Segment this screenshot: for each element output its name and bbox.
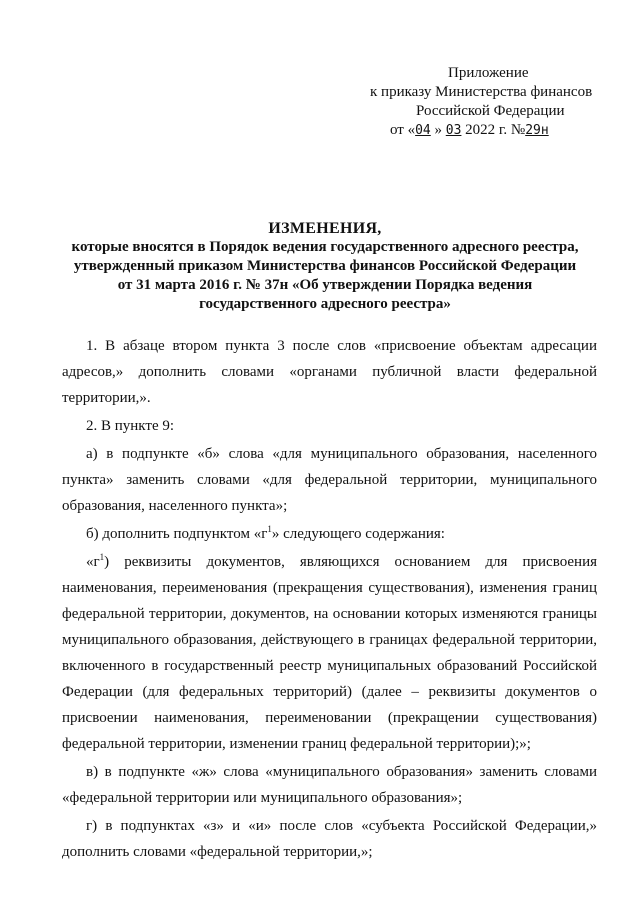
paragraph-3: а) в подпункте «б» слова «для муниципального образования, населенного пункта» заменить словами «для федеральной территории, муниципального образования, населенного пункта»; (62, 446, 597, 514)
title-line-4: государственного адресного реестра» (199, 296, 451, 312)
paragraph-4-superscript: 1 (267, 524, 272, 534)
appendix-line-1: Приложение (448, 65, 529, 81)
appendix-header (370, 64, 600, 140)
title-line-3: от 31 марта 2016 г. № 37н «Об утверждении Порядка ведения (117, 277, 533, 293)
title-heading: ИЗМЕНЕНИЯ, (268, 220, 382, 237)
handwritten-number: 29н (525, 123, 549, 138)
paragraph-5-text-b: ) реквизиты документов, являющихся основанием для присвоения наименования, переименования (прекращения существования), изменения границ федеральной территории, документов, на основании которых изменяются границы муниципального образования, действующего в границах федеральной территории, включенного в государственный реестр муниципальных образований Российской Федерации (для федеральных территорий) (далее – реквизиты документов о присвоении наименования, переименовании (прекращении существования) федеральной территории, изменении границ федеральной территории);»; (62, 554, 597, 752)
appendix-date-line (370, 121, 600, 140)
paragraph-5-text-a: «г (86, 554, 100, 570)
paragraph-4 (62, 521, 597, 547)
paragraph-7: г) в подпунктах «з» и «и» после слов «субъекта Российской Федерации,» дополнить словами «федеральной территории,»; (62, 818, 597, 860)
document-title (50, 219, 600, 314)
paragraph-5-superscript: 1 (99, 552, 105, 562)
paragraph-4-text-b: » следующего содержания: (271, 526, 445, 542)
title-line-1: которые вносятся в Порядок ведения государственного адресного реестра, (71, 239, 579, 255)
appendix-line-2: к приказу Министерства финансов (370, 84, 593, 100)
paragraph-4-text-a: б) дополнить подпунктом «г (86, 526, 268, 542)
paragraph-6: в) в подпункте «ж» слова «муниципального образования» заменить словами «федеральной территории или муниципального образования»; (62, 764, 597, 806)
date-prefix: от « (390, 122, 416, 138)
title-line-2: утвержденный приказом Министерства финансов Российской Федерации (73, 258, 577, 274)
document-body (62, 333, 597, 867)
handwritten-month: 03 (445, 123, 462, 138)
handwritten-day: 04 (415, 123, 431, 138)
paragraph-5 (62, 549, 597, 757)
date-year: 2022 г. № (461, 122, 526, 138)
date-mid: » (430, 122, 446, 138)
paragraph-2: 2. В пункте 9: (86, 418, 175, 434)
paragraph-1: 1. В абзаце втором пункта 3 после слов «присвоение объектам адресации адресов,» дополнить словами «органами публичной власти федеральной территории,». (62, 338, 597, 406)
appendix-line-3: Российской Федерации (416, 103, 565, 119)
